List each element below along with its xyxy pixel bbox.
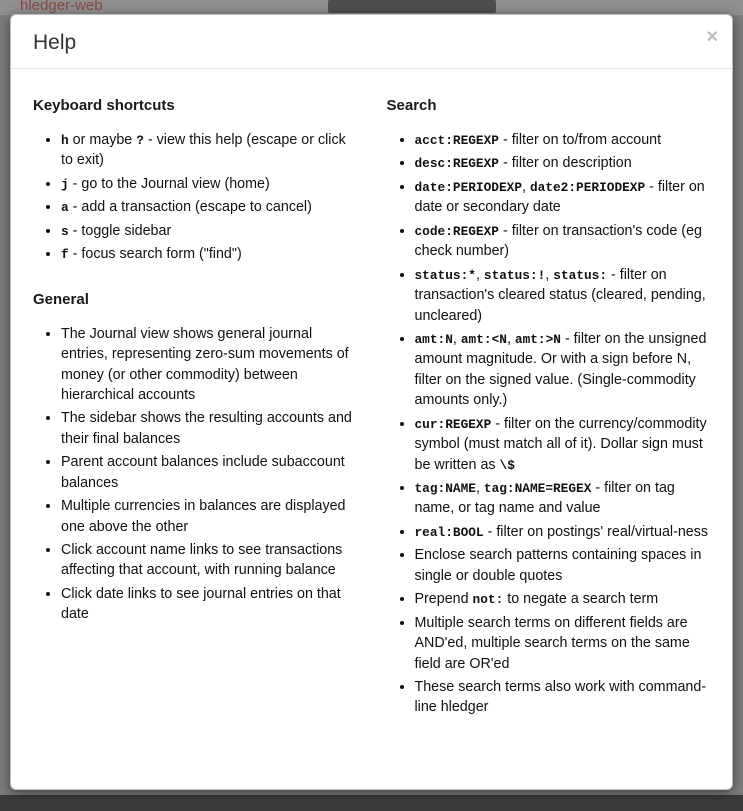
list-item (61, 197, 359, 217)
text-segment: , (475, 480, 484, 496)
text-segment: to negate a search term (503, 591, 659, 608)
text-segment: These search terms also work with command-line hledger (414, 678, 707, 716)
text-segment: - filter on tag name, or tag name and value (414, 480, 675, 517)
code-term: amt:>N (514, 331, 561, 347)
page-heading-obscured (328, 0, 496, 13)
text-segment: - focus search form ("find") (68, 246, 242, 263)
text-segment: Parent account balances include subaccount balances (61, 454, 345, 491)
list-item (61, 244, 359, 264)
list-item (415, 414, 713, 475)
code-term: tag:NAME=REGEX (483, 481, 592, 496)
list-item (415, 677, 713, 718)
help-modal (10, 14, 733, 790)
text-segment: - view this help (escape or click to exit) (61, 132, 346, 169)
list-item (61, 408, 359, 449)
code-term: amt:<N (460, 331, 507, 347)
list-item (61, 130, 359, 171)
code-term: a (61, 200, 69, 216)
brand-link: hledger-web (20, 0, 103, 14)
list-item (61, 174, 359, 194)
right-column (387, 87, 713, 744)
list-item (415, 613, 713, 674)
page-bottom-obscured (0, 795, 743, 811)
list-item (415, 589, 713, 609)
code-term: not: (472, 592, 504, 608)
code-term: tag:NAME (414, 481, 476, 496)
modal-title: Help (33, 31, 77, 54)
section-heading: General (33, 290, 89, 308)
list-item (415, 329, 713, 411)
code-term: status:* (414, 267, 476, 283)
code-term: h (61, 133, 69, 148)
code-term: f (61, 247, 69, 263)
list-item (415, 221, 713, 262)
list-item (415, 177, 713, 218)
text-segment: - filter on the unsigned amount magnitude. Or with a sign before N, filter on the signed value. (Single-commodity amounts only.) (414, 330, 707, 409)
list-item (61, 540, 359, 581)
code-term: status:! (483, 267, 546, 283)
text-segment: Enclose search patterns containing spaces in single or double quotes (414, 547, 702, 584)
text-segment: - filter on date or secondary date (414, 178, 705, 216)
code-term: desc:REGEXP (414, 156, 499, 172)
list-item (415, 265, 713, 326)
text-segment: - filter on the currency/commodity symbol (must match all of it). Dollar sign must be written as (414, 415, 707, 473)
section-heading: Keyboard shortcuts (33, 97, 175, 114)
list-item (415, 522, 713, 542)
list-item (415, 130, 713, 150)
text-segment: , (475, 266, 484, 283)
code-term: status: (553, 267, 608, 283)
modal-body (11, 69, 732, 754)
modal-header (11, 15, 732, 69)
text-segment: Click account name links to see transactions affecting that account, with running balance (61, 542, 343, 579)
text-segment: - filter on to/from account (498, 132, 662, 148)
code-term: s (61, 223, 69, 239)
text-segment: - add a transaction (escape to cancel) (68, 199, 312, 216)
text-segment: - filter on postings' real/virtual-ness (483, 523, 709, 540)
text-segment: - filter on transaction's code (eg check number) (414, 222, 702, 260)
modal-backdrop[interactable] (0, 0, 743, 15)
code-term: real:BOOL (414, 524, 484, 540)
code-term: date2:PERIODEXP (529, 179, 646, 195)
section-heading: Search (386, 97, 437, 114)
list-item (61, 452, 359, 493)
text-segment: Multiple currencies in balances are displayed one above the other (61, 498, 346, 535)
list-item (61, 584, 359, 625)
left-column (33, 87, 359, 744)
text-segment: - go to the Journal view (home) (68, 175, 270, 192)
section-list (33, 324, 359, 625)
text-segment: Multiple search terms on different fields are AND'ed, multiple search terms on the same field are OR'ed (414, 614, 690, 672)
code-term: code:REGEXP (414, 223, 499, 239)
code-term: ? (136, 133, 144, 148)
text-segment: The Journal view shows general journal entries, representing zero-sum movements of money (or other commodity) between hierarchical accounts (61, 325, 349, 403)
list-item (415, 153, 713, 173)
list-item (61, 221, 359, 241)
text-segment: , (452, 330, 461, 347)
text-segment: or maybe (68, 132, 137, 148)
code-term: date:PERIODEXP (414, 179, 523, 195)
code-term: cur:REGEXP (414, 416, 492, 432)
text-segment: - toggle sidebar (68, 222, 172, 239)
list-item (415, 545, 713, 586)
text-segment: , (506, 330, 515, 347)
text-segment: Click date links to see journal entries on that date (61, 585, 341, 623)
code-term: j (61, 176, 69, 192)
section-list (33, 130, 359, 265)
text-segment: , (545, 266, 554, 283)
text-segment: , (522, 178, 530, 195)
text-segment: - filter on transaction's cleared status (cleared, pending, uncleared) (414, 266, 706, 324)
close-icon[interactable]: × (706, 26, 718, 48)
code-term: \$ (499, 457, 515, 473)
text-segment: The sidebar shows the resulting accounts and their final balances (61, 410, 352, 447)
list-item (415, 478, 713, 519)
text-segment: - filter on description (498, 155, 632, 172)
text-segment: Prepend (414, 591, 473, 608)
list-item (61, 496, 359, 537)
code-term: amt:N (414, 331, 453, 347)
list-item (61, 324, 359, 406)
section-list (387, 130, 713, 718)
code-term: acct:REGEXP (414, 133, 499, 148)
